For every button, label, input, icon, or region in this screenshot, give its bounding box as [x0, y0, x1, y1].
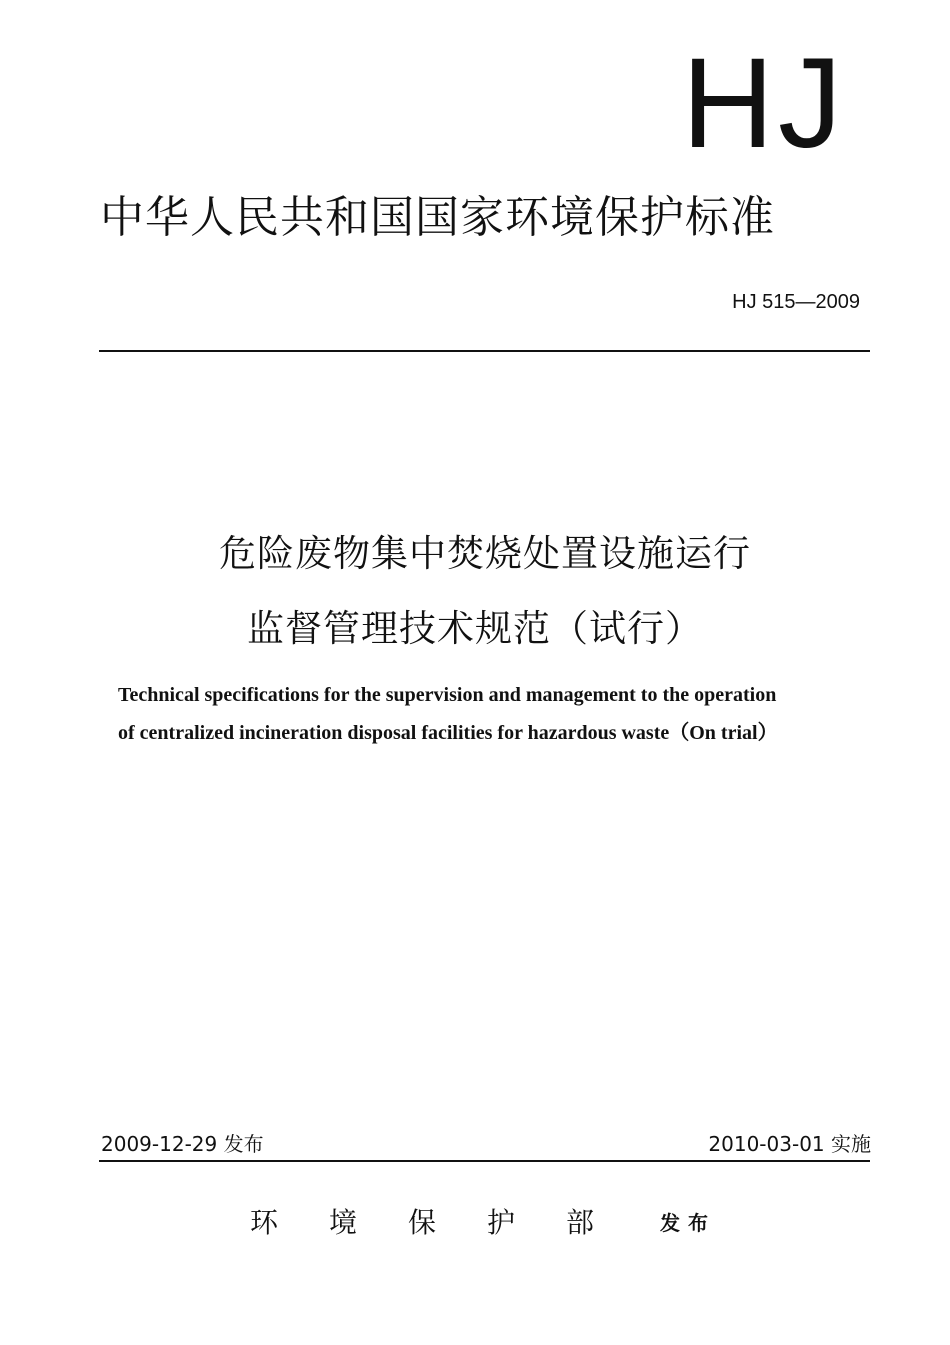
- issuing-label: 发布: [660, 1211, 716, 1235]
- standard-number: HJ 515—2009: [732, 291, 860, 313]
- bottom-divider: [99, 1160, 870, 1162]
- english-title-line-1: Technical specifications for the supervision and management to the operation: [118, 684, 777, 706]
- chinese-title-line-2: 监督管理技术规范（试行）: [247, 607, 703, 650]
- english-title-line-2: of centralized incineration disposal facilities for hazardous waste（On trial）: [118, 722, 778, 744]
- top-divider: [99, 350, 870, 352]
- issuing-authority: 环境保护部: [250, 1206, 646, 1239]
- hj-logo: HJ: [681, 32, 846, 175]
- implementation-date: 2010-03-01 实施: [708, 1132, 871, 1156]
- chinese-title-line-1: 危险废物集中焚烧处置设施运行: [219, 532, 751, 575]
- issue-date: 2009-12-29 发布: [101, 1132, 264, 1156]
- organization-title: 中华人民共和国国家环境保护标准: [100, 192, 775, 243]
